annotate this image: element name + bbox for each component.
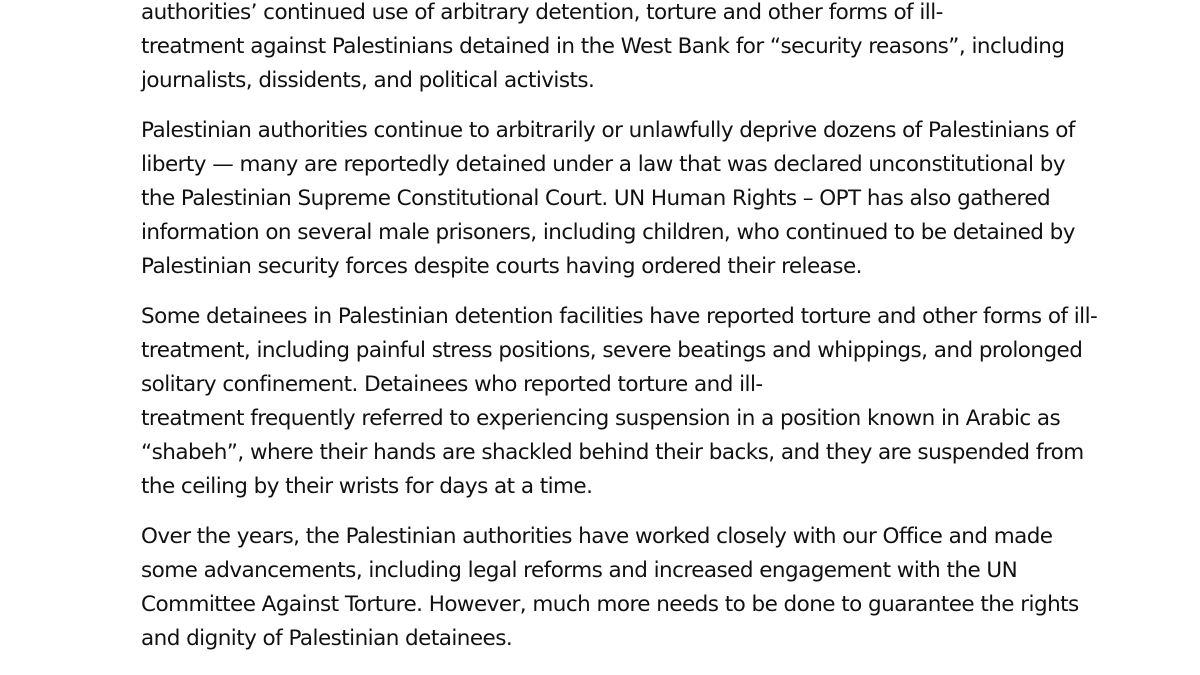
text-line: solitary confinement. Detainees who reported torture and ill- (141, 372, 763, 397)
paragraph-advancements (141, 520, 1079, 656)
text-line: Palestinian security forces despite courts having ordered their release. (141, 254, 862, 279)
paragraph-torture-reports (141, 300, 1098, 504)
paragraph-deprivation-of-liberty (141, 114, 1075, 284)
text-line: and dignity of Palestinian detainees. (141, 626, 513, 651)
text-line: treatment frequently referred to experiencing suspension in a position known in Arabic as (141, 406, 1061, 431)
text-line: treatment against Palestinians detained in the West Bank for “security reasons”, including (141, 34, 1065, 59)
text-line: the ceiling by their wrists for days at a time. (141, 474, 593, 499)
document-body (141, 0, 1098, 672)
text-line: Over the years, the Palestinian authorities have worked closely with our Office and made (141, 524, 1053, 549)
paragraph-arbitrary-detention (141, 0, 1071, 98)
text-line: treatment, including painful stress positions, severe beatings and whippings, and prolonged (141, 338, 1083, 363)
text-line: journalists, dissidents, and political activists. (141, 68, 595, 93)
text-line: information on several male prisoners, including children, who continued to be detained by (141, 220, 1075, 245)
text-line: Committee Against Torture. However, much more needs to be done to guarantee the rights (141, 592, 1079, 617)
text-line: Some detainees in Palestinian detention facilities have reported torture and other forms of ill- (141, 304, 1098, 329)
text-line: authorities’ continued use of arbitrary detention, torture and other forms of ill- (141, 0, 943, 25)
text-line: liberty — many are reportedly detained under a law that was declared unconstitutional by (141, 152, 1065, 177)
text-line: Palestinian authorities continue to arbitrarily or unlawfully deprive dozens of Palestinians of (141, 118, 1075, 143)
text-line: some advancements, including legal reforms and increased engagement with the UN (141, 558, 1018, 583)
text-line: the Palestinian Supreme Constitutional Court. UN Human Rights – OPT has also gathered (141, 186, 1051, 211)
text-line: “shabeh”, where their hands are shackled behind their backs, and they are suspended from (141, 440, 1084, 465)
